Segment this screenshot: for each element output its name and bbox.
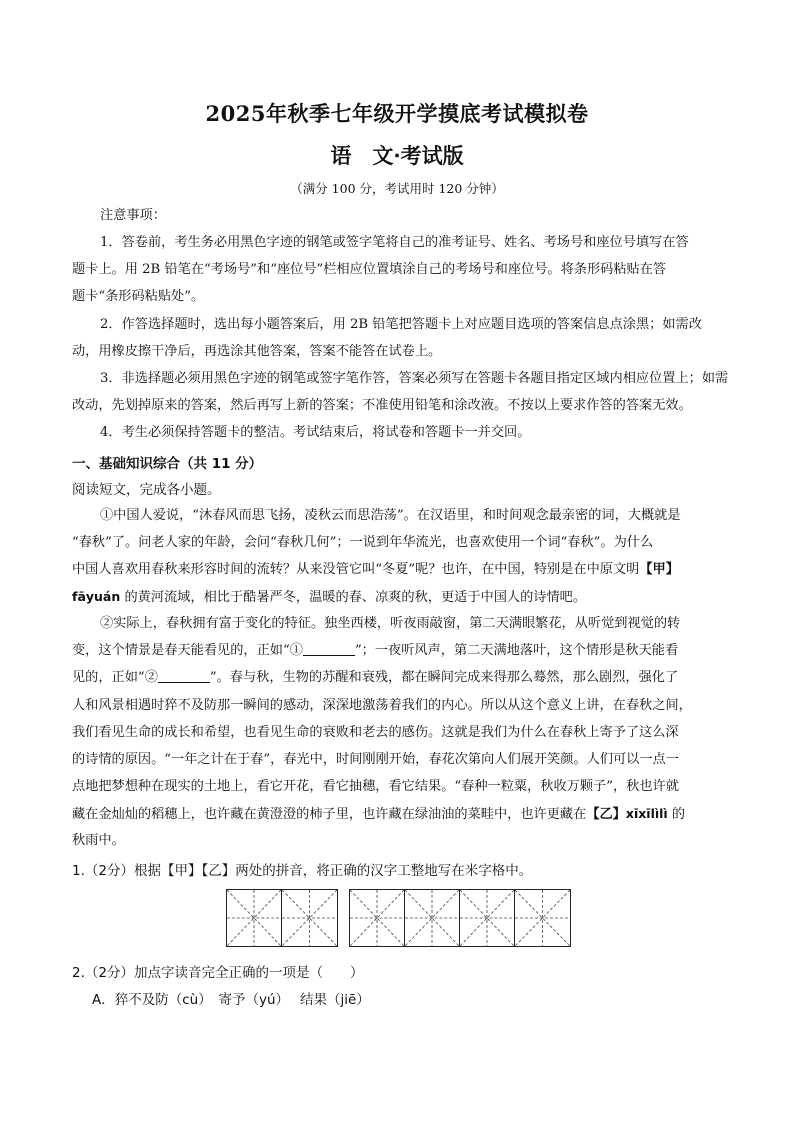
notice-line: 2．作答选择题时，选出每小题答案后，用 2B 铅笔把答题卡上对应题目选项的答案信息点涂黑；如需改 bbox=[100, 317, 702, 332]
mizige-cell[interactable] bbox=[460, 890, 515, 946]
mizige-cell[interactable] bbox=[350, 890, 405, 946]
blank-2-number: ② bbox=[144, 670, 158, 685]
passage-line bbox=[72, 804, 732, 825]
passage-text: ”；一夜听风声，第二天满地落叶，这个情形是秋天能看 bbox=[354, 643, 679, 658]
passage-line: “春秋”了。问老人家的年龄，会问“春秋几何”；一说到年华流光，也喜欢使用一个词“春秋”。为什么 bbox=[72, 535, 654, 550]
mizige-cell[interactable] bbox=[405, 890, 460, 946]
exam-title: 2025年秋季七年级开学摸底考试模拟卷 bbox=[205, 101, 589, 126]
marker-yi: 【乙】 bbox=[586, 807, 626, 822]
passage-line: ①中国人爱说，“沐春风而思飞扬，凌秋云而思浩荡”。在汉语里，和时间观念最亲密的词，大概就是 bbox=[100, 508, 681, 523]
passage-text: 藏在金灿灿的稻穗上，也许藏在黄澄澄的柿子里，也许藏在绿油油的菜畦中，也许更藏在 bbox=[72, 807, 587, 822]
passage-text: 变，这个情景是春天能看见的，正如“ bbox=[72, 643, 290, 658]
mizige-cell[interactable] bbox=[282, 890, 337, 946]
passage-line bbox=[72, 587, 732, 608]
passage-line bbox=[72, 641, 732, 661]
passage-line bbox=[72, 668, 732, 688]
notice-line: 3．非选择题必须用黑色字迹的钢笔或签字笔作答，答案必须写在答题卡各题目指定区域内相应位置上；如需 bbox=[100, 371, 729, 386]
mizige-grid-yi bbox=[349, 889, 571, 947]
notice-line: 改动，先划掉原来的答案，然后再写上新的答案；不准使用铅笔和涂改液。不按以上要求作答的答案无效。 bbox=[72, 398, 692, 413]
notice-line: 4．考生必须保持答题卡的整洁。考试结束后，将试卷和答题卡一并交回。 bbox=[100, 425, 531, 440]
fill-blank-2[interactable] bbox=[158, 668, 210, 683]
passage-line: 的诗情的原因。“一年之计在于春”，春光中，时间刚刚开始，春花次第向人们展开笑颜。人们可以一点一 bbox=[72, 752, 679, 767]
mizige-cell[interactable] bbox=[515, 890, 570, 946]
passage-line: 点地把梦想种在现实的土地上，看它开花，看它抽穗，看它结果。“春种一粒粟，秋收万颗子”，秋也许就 bbox=[72, 779, 679, 794]
exam-subtitle: 语 文·考试版 bbox=[330, 143, 464, 168]
question-1: 1.（2分）根据【甲】【乙】两处的拼音，将正确的汉字工整地写在米字格中。 bbox=[72, 863, 533, 879]
notice-label: 注意事项： bbox=[100, 208, 166, 223]
marker-jia: 【甲】 bbox=[639, 562, 679, 577]
notice-line: 1．答卷前，考生务必用黑色字迹的钢笔或签字笔将自己的准考证号、姓名、考场号和座位号填写在答 bbox=[100, 235, 689, 250]
passage-text: 的 bbox=[667, 807, 686, 822]
notice-line: 题卡“条形码粘贴处”。 bbox=[72, 289, 205, 304]
passage-line: ②实际上，春秋拥有富于变化的特征。独坐西楼，听夜雨敲窗，第二天满眼繁花，从听觉到视觉的转 bbox=[100, 616, 681, 631]
passage-text: ”。春与秋，生物的苏醒和衰残，都在瞬间完成来得那么蓦然，那么剧烈，强化了 bbox=[209, 670, 679, 685]
passage-text: 见的，正如“ bbox=[72, 670, 145, 685]
passage-line: 秋雨中。 bbox=[72, 833, 125, 848]
notice-line: 动，用橡皮擦干净后，再选涂其他答案，答案不能答在试卷上。 bbox=[72, 344, 442, 359]
question-2-option-a[interactable]: A．猝不及防（cù） 寄予（yú） 结果（jiē） bbox=[92, 992, 370, 1008]
section-heading: 一、基础知识综合（共 11 分） bbox=[72, 456, 263, 472]
mizige-grid-jia bbox=[226, 889, 338, 947]
mizige-cell[interactable] bbox=[227, 890, 282, 946]
notice-line: 题卡上。用 2B 铅笔在“考场号”和“座位号”栏相应位置填涂自己的考场号和座位号。将条形码粘贴在答 bbox=[72, 262, 667, 277]
passage-line: 人和风景相遇时猝不及防那一瞬间的感动，深深地激荡着我们的内心。所以从这个意义上讲，在春秋之间， bbox=[72, 698, 692, 713]
blank-1-number: ① bbox=[289, 643, 303, 658]
score-note: （满分 100 分，考试用时 120 分钟） bbox=[290, 181, 504, 196]
reading-intro: 阅读短文，完成各小题。 bbox=[72, 482, 221, 498]
pinyin-yi: xīxīlìlì bbox=[625, 806, 668, 821]
passage-line: 我们看见生命的成长和希望，也看见生命的衰败和老去的感伤。这就是我们为什么在春秋上寄予了这么深 bbox=[72, 725, 679, 740]
passage-text: 中国人喜欢用春秋来形容时间的流转？从来没管它叫“冬夏”呢？也许，在中国，特别是在中原文明 bbox=[72, 562, 640, 577]
fill-blank-1[interactable] bbox=[303, 641, 355, 656]
passage-line bbox=[72, 560, 732, 580]
question-2: 2.（2分）加点字读音完全正确的一项是（ ） bbox=[72, 965, 364, 981]
pinyin-jia: fāyuán bbox=[72, 589, 121, 604]
passage-text: 的黄河流域，相比于酷暑严冬，温暖的春、凉爽的秋，更适于中国人的诗情吧。 bbox=[120, 590, 587, 605]
